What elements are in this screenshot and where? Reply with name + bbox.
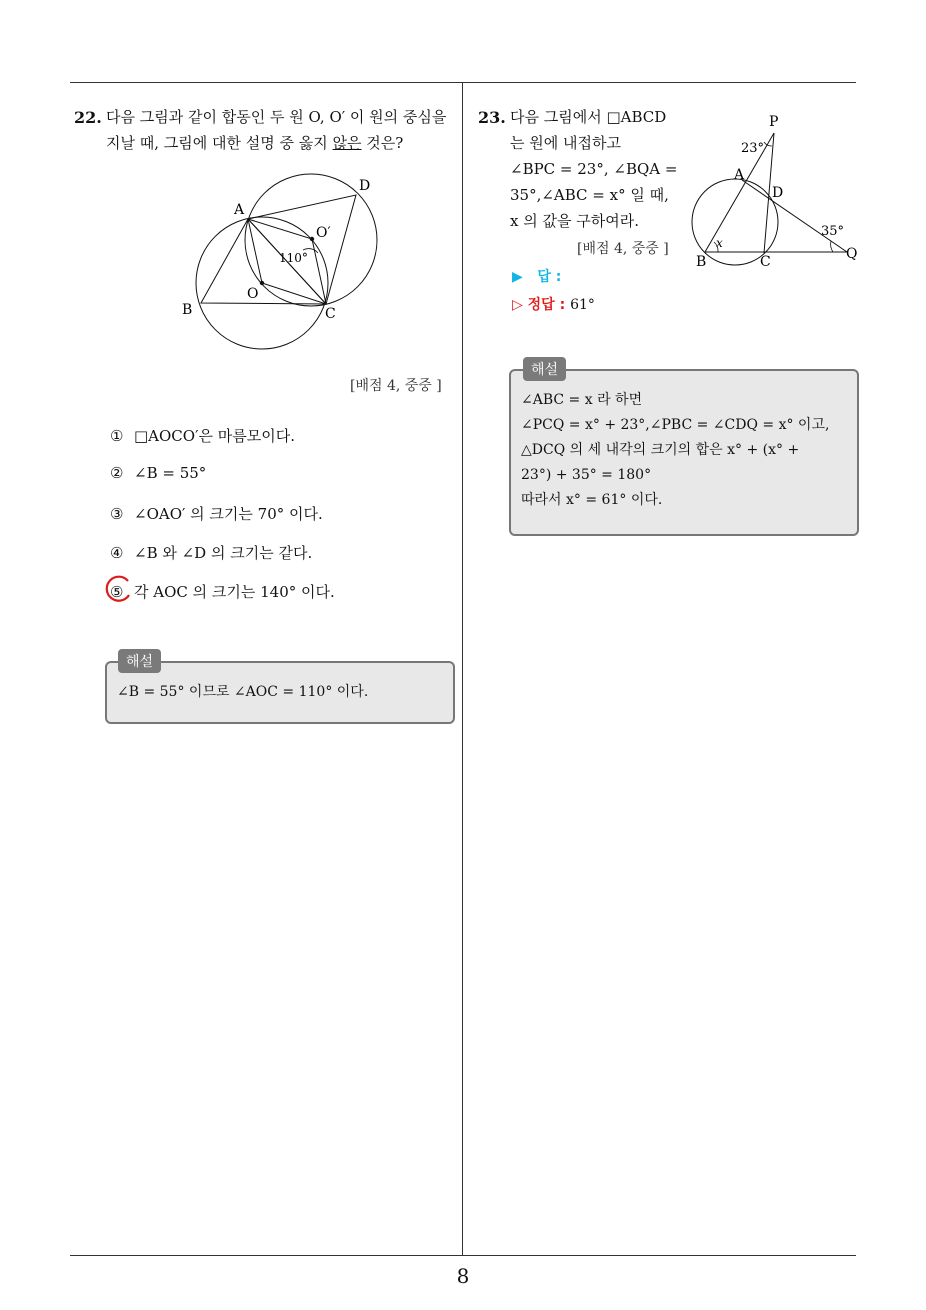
q22-stem-line2: 지날 때, 그림에 대한 설명 중 옳지 않은 것은? [106, 134, 404, 152]
q22-choice-1[interactable]: ① □AOCO′은 마름모이다. [110, 427, 295, 445]
q23-solution-line5: 따라서 x° = 61° 이다. [521, 492, 663, 508]
q22-solution-text: ∠B = 55° 이므로 ∠AOC = 110° 이다. [117, 684, 369, 700]
page-number: 8 [456, 1264, 470, 1288]
q22-angle-label: 110° [279, 251, 308, 265]
q22-label-C: C [325, 306, 336, 322]
q22-number: 22. [74, 108, 102, 127]
q23-solution-text [521, 388, 847, 513]
bottom-rule [70, 1255, 856, 1256]
q23-stem [510, 104, 682, 234]
q23-label-C: C [760, 254, 771, 270]
top-rule [70, 82, 856, 83]
answer-label: 답 : [537, 269, 562, 285]
q23-stem-line5: x 의 값을 구하여라. [510, 212, 639, 230]
q23-label-B: B [696, 254, 707, 270]
q22-label-A: A [234, 202, 245, 218]
q22-underline-word: 않은 [332, 134, 362, 152]
q23-solution-line3: △DCQ 의 세 내각의 크기의 합은 x° + (x° + [521, 442, 800, 458]
q22-choice-3[interactable]: ③ ∠OAO′ 의 크기는 70° 이다. [110, 505, 323, 523]
q22-label-D: D [359, 178, 371, 194]
q23-label-Q: Q [846, 246, 858, 262]
q22-stem-line1: 다음 그림과 같이 합동인 두 원 O, O′ 이 원의 중심을 [106, 108, 447, 126]
q23-stem-line1: 다음 그림에서 □ABCD [510, 108, 667, 126]
q23-number: 23. [478, 108, 506, 127]
q22-stem [106, 104, 456, 156]
q23-angle-Q: 35° [821, 224, 845, 239]
q23-figure [688, 108, 863, 273]
q23-answer-row [512, 266, 561, 286]
q22-solution-tab: 해설 [118, 649, 161, 673]
q23-solution-line2: ∠PCQ = x° + 23°,∠PBC = ∠CDQ = x° 이고, [521, 417, 830, 433]
q23-solution-line4: 23°) + 35° = 180° [521, 467, 652, 483]
q23-label-D: D [772, 185, 784, 201]
q22-figure [175, 168, 390, 358]
correct-triangle-icon: ▷ [512, 297, 523, 313]
correct-label: 정답 : [527, 297, 566, 313]
column-divider [462, 82, 463, 1255]
q22-choice-4[interactable]: ④ ∠B 와 ∠D 의 크기는 같다. [110, 544, 313, 562]
q23-label-P: P [769, 114, 779, 130]
q23-angle-P: 23° [741, 141, 765, 156]
q22-label-O-prime: O′ [316, 225, 331, 241]
q23-label-A: A [734, 167, 745, 183]
q23-correct-row [512, 294, 595, 314]
q23-meta: [배점 4, 중중 ] [577, 241, 669, 257]
q23-stem-line2: 는 원에 내접하고 [510, 134, 621, 152]
q23-stem-line3: ∠BPC = 23°, ∠BQA = [510, 160, 678, 178]
q22-label-B: B [182, 302, 193, 318]
q23-angle-x: x [716, 236, 723, 250]
q23-solution-line1: ∠ABC = x 라 하면 [521, 392, 643, 408]
q22-choice-5[interactable]: ⑤ 각 AOC 의 크기는 140° 이다. [110, 583, 335, 601]
q22-meta: [배점 4, 중중 ] [350, 378, 442, 394]
q22-choice-2[interactable]: ② ∠B = 55° [110, 464, 207, 482]
q23-stem-line4: 35°,∠ABC = x° 일 때, [510, 186, 669, 204]
answer-triangle-icon: ▶ [512, 269, 523, 285]
selected-choice-mark-icon [102, 573, 134, 605]
q22-label-O: O [247, 286, 259, 302]
correct-value: 61° [570, 297, 595, 313]
q23-solution-tab: 해설 [523, 357, 566, 381]
